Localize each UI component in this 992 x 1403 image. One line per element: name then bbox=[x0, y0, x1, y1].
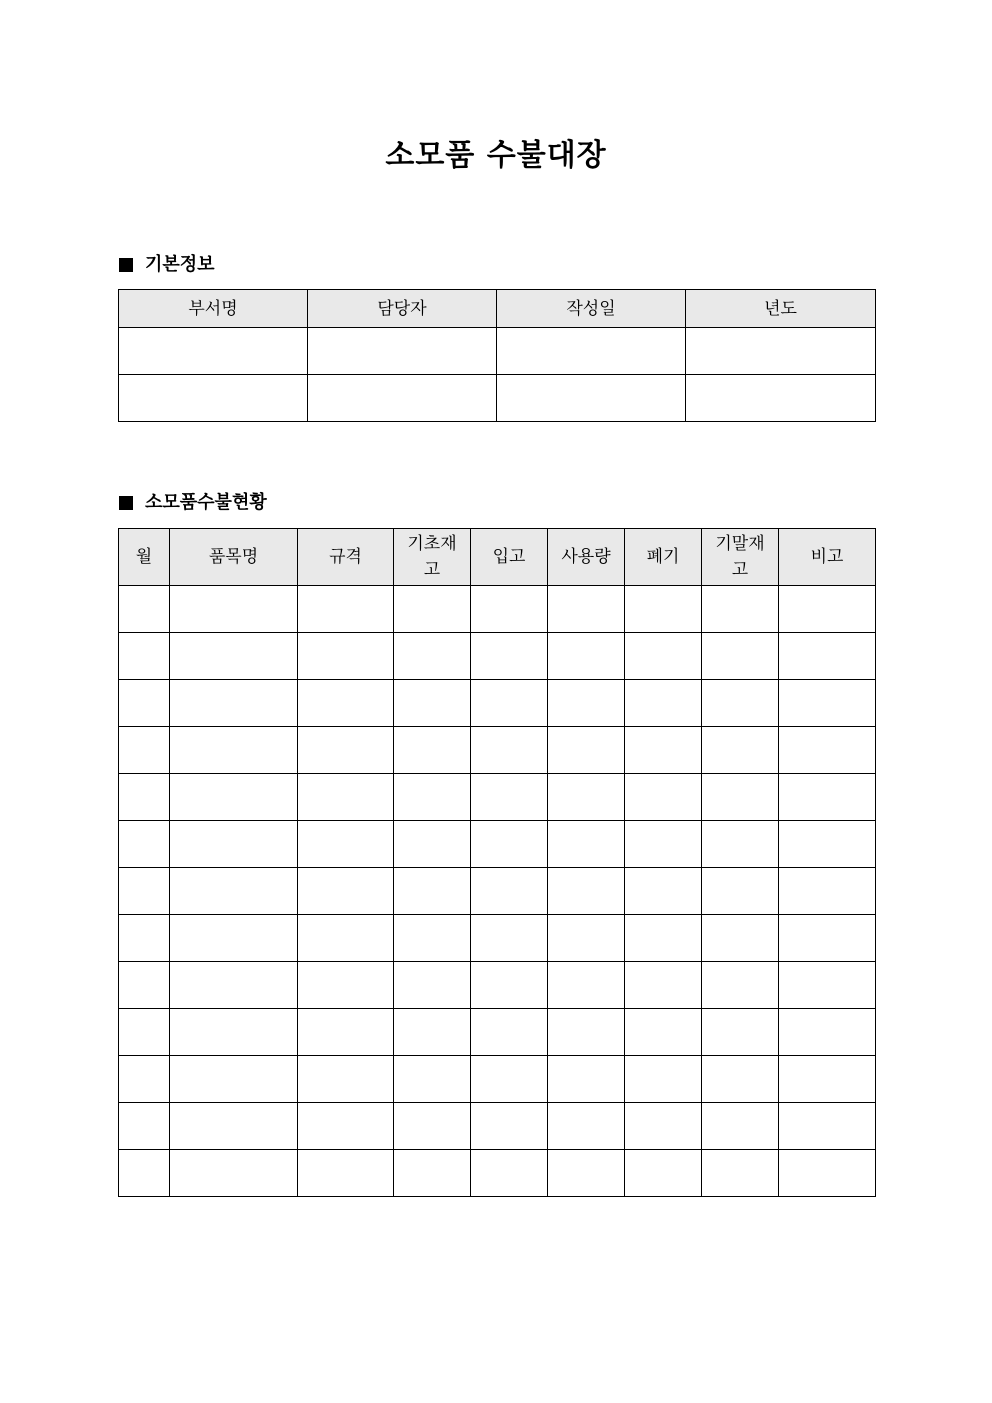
year-cell[interactable] bbox=[686, 328, 876, 375]
header-spec: 규격 bbox=[298, 529, 394, 586]
closing-stock-cell[interactable] bbox=[702, 1056, 779, 1103]
closing-stock-cell[interactable] bbox=[702, 1150, 779, 1197]
closing-stock-cell[interactable] bbox=[702, 680, 779, 727]
spec-cell[interactable] bbox=[298, 633, 394, 680]
opening-stock-cell[interactable] bbox=[394, 962, 471, 1009]
month-cell[interactable] bbox=[119, 821, 170, 868]
item-name-cell[interactable] bbox=[170, 1103, 298, 1150]
item-name-cell[interactable] bbox=[170, 680, 298, 727]
disposal-cell[interactable] bbox=[625, 586, 702, 633]
ledger-heading-label: 소모품수불현황 bbox=[145, 492, 267, 513]
month-cell[interactable] bbox=[119, 680, 170, 727]
received-cell[interactable] bbox=[471, 586, 548, 633]
header-disposal: 폐기 bbox=[625, 529, 702, 586]
month-cell[interactable] bbox=[119, 1009, 170, 1056]
header-opening-stock-label: 기초재고 bbox=[407, 534, 457, 580]
remarks-cell[interactable] bbox=[779, 680, 876, 727]
date-cell[interactable] bbox=[497, 328, 686, 375]
opening-stock-cell[interactable] bbox=[394, 821, 471, 868]
opening-stock-cell[interactable] bbox=[394, 1103, 471, 1150]
disposal-cell[interactable] bbox=[625, 868, 702, 915]
remarks-cell[interactable] bbox=[779, 1056, 876, 1103]
closing-stock-cell[interactable] bbox=[702, 1009, 779, 1056]
ledger-row bbox=[119, 915, 876, 962]
usage-cell[interactable] bbox=[548, 1009, 625, 1056]
spec-cell[interactable] bbox=[298, 868, 394, 915]
remarks-cell[interactable] bbox=[779, 868, 876, 915]
spec-cell[interactable] bbox=[298, 774, 394, 821]
ledger-row bbox=[119, 586, 876, 633]
closing-stock-cell[interactable] bbox=[702, 727, 779, 774]
item-name-cell[interactable] bbox=[170, 633, 298, 680]
ledger-heading bbox=[119, 491, 267, 515]
ledger-row bbox=[119, 1056, 876, 1103]
usage-cell[interactable] bbox=[548, 821, 625, 868]
remarks-cell[interactable] bbox=[779, 1103, 876, 1150]
remarks-cell[interactable] bbox=[779, 821, 876, 868]
spec-cell[interactable] bbox=[298, 680, 394, 727]
ledger-row bbox=[119, 1150, 876, 1197]
remarks-cell[interactable] bbox=[779, 915, 876, 962]
disposal-cell[interactable] bbox=[625, 1103, 702, 1150]
received-cell[interactable] bbox=[471, 1009, 548, 1056]
usage-cell[interactable] bbox=[548, 633, 625, 680]
basic-info-header-row bbox=[119, 290, 876, 328]
ledger-header-row bbox=[119, 529, 876, 586]
spec-cell[interactable] bbox=[298, 1009, 394, 1056]
item-name-cell[interactable] bbox=[170, 727, 298, 774]
month-cell[interactable] bbox=[119, 727, 170, 774]
header-remarks: 비고 bbox=[779, 529, 876, 586]
closing-stock-cell[interactable] bbox=[702, 586, 779, 633]
department-cell[interactable] bbox=[119, 328, 308, 375]
spec-cell[interactable] bbox=[298, 1150, 394, 1197]
opening-stock-cell[interactable] bbox=[394, 1150, 471, 1197]
spec-cell[interactable] bbox=[298, 962, 394, 1009]
remarks-cell[interactable] bbox=[779, 962, 876, 1009]
received-cell[interactable] bbox=[471, 962, 548, 1009]
received-cell[interactable] bbox=[471, 774, 548, 821]
month-cell[interactable] bbox=[119, 915, 170, 962]
header-closing-stock-label: 기말재고 bbox=[715, 534, 765, 580]
item-name-cell[interactable] bbox=[170, 821, 298, 868]
ledger-row bbox=[119, 727, 876, 774]
closing-stock-cell[interactable] bbox=[702, 821, 779, 868]
month-cell[interactable] bbox=[119, 1056, 170, 1103]
ledger-table bbox=[118, 528, 876, 1197]
year-cell[interactable] bbox=[686, 375, 876, 422]
disposal-cell[interactable] bbox=[625, 1009, 702, 1056]
received-cell[interactable] bbox=[471, 915, 548, 962]
item-name-cell[interactable] bbox=[170, 1009, 298, 1056]
spec-cell[interactable] bbox=[298, 1056, 394, 1103]
disposal-cell[interactable] bbox=[625, 915, 702, 962]
received-cell[interactable] bbox=[471, 1103, 548, 1150]
opening-stock-cell[interactable] bbox=[394, 774, 471, 821]
ledger-row bbox=[119, 1009, 876, 1056]
ledger-row bbox=[119, 633, 876, 680]
manager-cell[interactable] bbox=[308, 328, 497, 375]
ledger-row bbox=[119, 821, 876, 868]
header-closing-stock bbox=[702, 529, 779, 586]
ledger-row bbox=[119, 868, 876, 915]
opening-stock-cell[interactable] bbox=[394, 868, 471, 915]
remarks-cell[interactable] bbox=[779, 1009, 876, 1056]
header-manager: 담당자 bbox=[308, 290, 497, 328]
ledger-row bbox=[119, 1103, 876, 1150]
ledger-row bbox=[119, 680, 876, 727]
spec-cell[interactable] bbox=[298, 1103, 394, 1150]
opening-stock-cell[interactable] bbox=[394, 727, 471, 774]
department-cell[interactable] bbox=[119, 375, 308, 422]
basic-info-heading bbox=[119, 253, 215, 277]
month-cell[interactable] bbox=[119, 1150, 170, 1197]
item-name-cell[interactable] bbox=[170, 868, 298, 915]
opening-stock-cell[interactable] bbox=[394, 680, 471, 727]
usage-cell[interactable] bbox=[548, 1056, 625, 1103]
month-cell[interactable] bbox=[119, 1103, 170, 1150]
basic-info-row bbox=[119, 375, 876, 422]
usage-cell[interactable] bbox=[548, 1103, 625, 1150]
item-name-cell[interactable] bbox=[170, 1150, 298, 1197]
item-name-cell[interactable] bbox=[170, 774, 298, 821]
square-bullet-icon bbox=[119, 496, 133, 510]
header-date: 작성일 bbox=[497, 290, 686, 328]
spec-cell[interactable] bbox=[298, 586, 394, 633]
disposal-cell[interactable] bbox=[625, 821, 702, 868]
header-year: 년도 bbox=[686, 290, 876, 328]
basic-info-heading-label: 기본정보 bbox=[145, 254, 215, 275]
month-cell[interactable] bbox=[119, 962, 170, 1009]
closing-stock-cell[interactable] bbox=[702, 915, 779, 962]
disposal-cell[interactable] bbox=[625, 727, 702, 774]
usage-cell[interactable] bbox=[548, 868, 625, 915]
ledger-row bbox=[119, 774, 876, 821]
usage-cell[interactable] bbox=[548, 727, 625, 774]
closing-stock-cell[interactable] bbox=[702, 962, 779, 1009]
usage-cell[interactable] bbox=[548, 962, 625, 1009]
disposal-cell[interactable] bbox=[625, 680, 702, 727]
header-opening-stock bbox=[394, 529, 471, 586]
month-cell[interactable] bbox=[119, 586, 170, 633]
usage-cell[interactable] bbox=[548, 1150, 625, 1197]
item-name-cell[interactable] bbox=[170, 586, 298, 633]
received-cell[interactable] bbox=[471, 680, 548, 727]
received-cell[interactable] bbox=[471, 868, 548, 915]
received-cell[interactable] bbox=[471, 1150, 548, 1197]
ledger-body bbox=[119, 586, 876, 1197]
remarks-cell[interactable] bbox=[779, 727, 876, 774]
received-cell[interactable] bbox=[471, 633, 548, 680]
usage-cell[interactable] bbox=[548, 680, 625, 727]
received-cell[interactable] bbox=[471, 727, 548, 774]
usage-cell[interactable] bbox=[548, 774, 625, 821]
closing-stock-cell[interactable] bbox=[702, 633, 779, 680]
closing-stock-cell[interactable] bbox=[702, 868, 779, 915]
disposal-cell[interactable] bbox=[625, 962, 702, 1009]
disposal-cell[interactable] bbox=[625, 633, 702, 680]
disposal-cell[interactable] bbox=[625, 1056, 702, 1103]
header-received: 입고 bbox=[471, 529, 548, 586]
basic-info-table bbox=[118, 289, 876, 422]
received-cell[interactable] bbox=[471, 821, 548, 868]
opening-stock-cell[interactable] bbox=[394, 633, 471, 680]
remarks-cell[interactable] bbox=[779, 586, 876, 633]
month-cell[interactable] bbox=[119, 774, 170, 821]
remarks-cell[interactable] bbox=[779, 1150, 876, 1197]
disposal-cell[interactable] bbox=[625, 774, 702, 821]
item-name-cell[interactable] bbox=[170, 915, 298, 962]
month-cell[interactable] bbox=[119, 633, 170, 680]
header-item-name: 품목명 bbox=[170, 529, 298, 586]
remarks-cell[interactable] bbox=[779, 633, 876, 680]
opening-stock-cell[interactable] bbox=[394, 1009, 471, 1056]
manager-cell[interactable] bbox=[308, 375, 497, 422]
opening-stock-cell[interactable] bbox=[394, 915, 471, 962]
received-cell[interactable] bbox=[471, 1056, 548, 1103]
date-cell[interactable] bbox=[497, 375, 686, 422]
usage-cell[interactable] bbox=[548, 586, 625, 633]
item-name-cell[interactable] bbox=[170, 962, 298, 1009]
spec-cell[interactable] bbox=[298, 915, 394, 962]
disposal-cell[interactable] bbox=[625, 1150, 702, 1197]
opening-stock-cell[interactable] bbox=[394, 1056, 471, 1103]
month-cell[interactable] bbox=[119, 868, 170, 915]
basic-info-row bbox=[119, 328, 876, 375]
item-name-cell[interactable] bbox=[170, 1056, 298, 1103]
usage-cell[interactable] bbox=[548, 915, 625, 962]
closing-stock-cell[interactable] bbox=[702, 774, 779, 821]
remarks-cell[interactable] bbox=[779, 774, 876, 821]
header-month: 월 bbox=[119, 529, 170, 586]
document-title: 소모품 수불대장 bbox=[385, 138, 607, 173]
closing-stock-cell[interactable] bbox=[702, 1103, 779, 1150]
spec-cell[interactable] bbox=[298, 821, 394, 868]
header-usage: 사용량 bbox=[548, 529, 625, 586]
square-bullet-icon bbox=[119, 258, 133, 272]
opening-stock-cell[interactable] bbox=[394, 586, 471, 633]
header-department: 부서명 bbox=[119, 290, 308, 328]
ledger-row bbox=[119, 962, 876, 1009]
spec-cell[interactable] bbox=[298, 727, 394, 774]
